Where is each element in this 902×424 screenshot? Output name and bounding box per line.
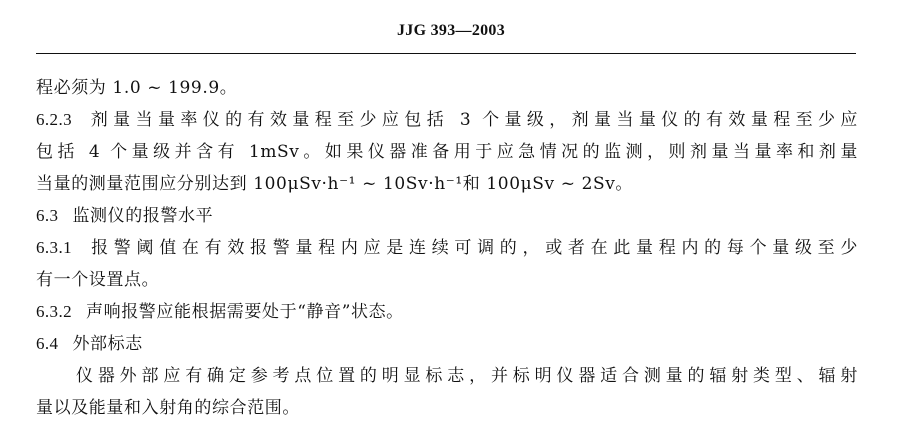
text-line: [36, 168, 858, 200]
line-text: 程必须为 1.0 ~ 199.9。: [36, 78, 238, 98]
page-header-standard-code: JJG 393—2003: [396, 22, 506, 39]
clause-number: 6.2.3: [36, 110, 72, 129]
text-line: [36, 136, 858, 168]
line-text: 报警阈值在有效报警量程内应是连续可调的，或者在此量程内的每个量级至少: [86, 238, 858, 258]
line-text: 剂量当量率仪的有效量程至少应包括 3 个量级，剂量当量仪的有效量程至少应: [86, 110, 858, 130]
line-text: 当量的测量范围应分别达到 100μSv·h⁻¹ ~ 10Sv·h⁻¹和 100μSv ~ 2Sv。: [36, 174, 634, 194]
section-title: 监测仪的报警水平: [72, 206, 214, 226]
line-text: 声响报警应能根据需要处于“静音”状态。: [86, 302, 404, 322]
line-text: 量以及能量和入射角的综合范围。: [36, 398, 300, 418]
text-line: [36, 392, 858, 424]
line-text: 包括 4 个量级并含有 1mSv。如果仪器准备用于应急情况的监测，则剂量当量率和剂量: [36, 142, 858, 162]
section-6-3-heading: [36, 200, 858, 232]
text-line: [36, 264, 858, 296]
section-6-4-heading: [36, 328, 858, 360]
document-body: [36, 72, 858, 424]
section-number: 6.3: [36, 206, 59, 225]
clause-6-3-2: [36, 296, 858, 328]
clause-6-2-3: [36, 104, 858, 136]
clause-6-3-1: [36, 232, 858, 264]
clause-number: 6.3.1: [36, 238, 72, 257]
section-title: 外部标志: [72, 334, 143, 354]
header-rule: [36, 53, 856, 54]
line-text: 有一个设置点。: [36, 270, 160, 290]
text-line: [36, 72, 858, 104]
section-number: 6.4: [36, 334, 59, 353]
line-text: 仪器外部应有确定参考点位置的明显标志，并标明仪器适合测量的辐射类型、辐射: [76, 366, 858, 386]
clause-number: 6.3.2: [36, 302, 72, 321]
text-line: [36, 360, 858, 392]
